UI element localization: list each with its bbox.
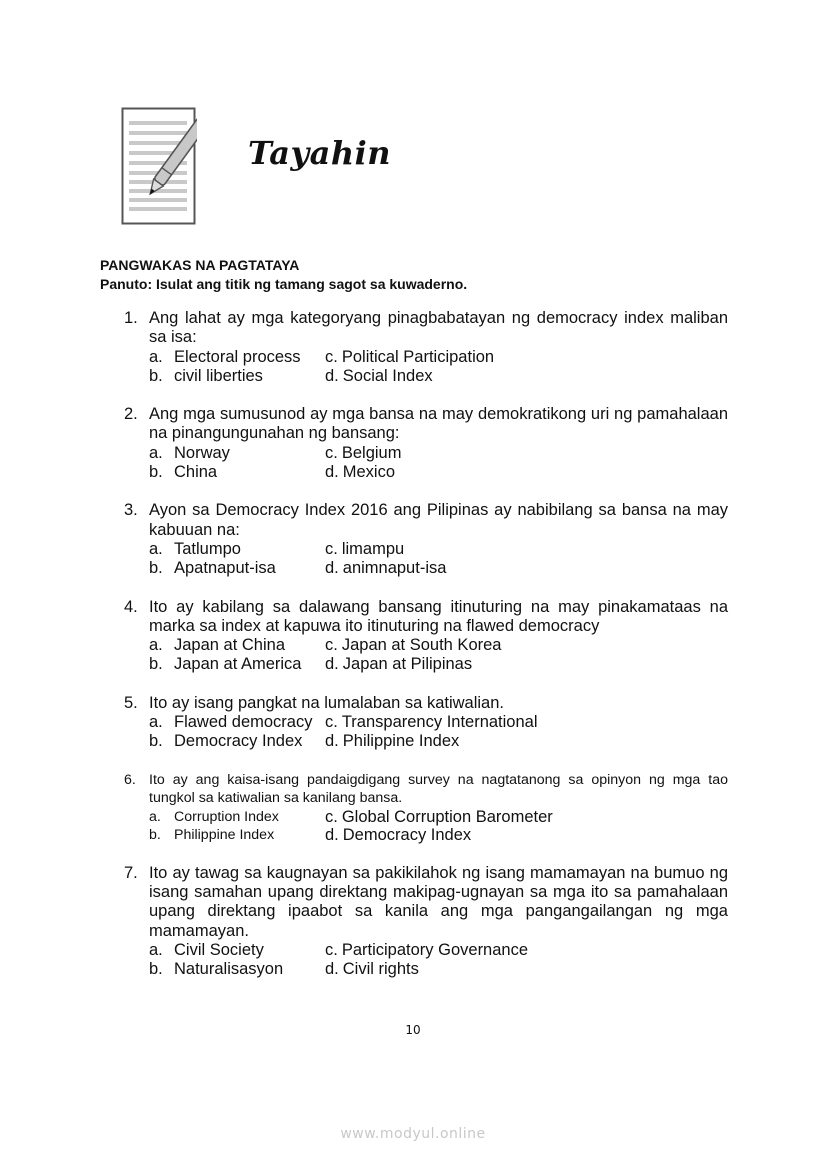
option-c: c. Belgium (325, 443, 402, 462)
answer-options (149, 808, 728, 845)
question-item (124, 864, 728, 980)
option-b: b. China (149, 463, 218, 482)
question-number: 6. (124, 771, 136, 788)
section-heading: PANGWAKAS NA PAGTATAYA (100, 257, 300, 273)
answer-options (149, 540, 728, 579)
option-d: d. Social Index (325, 366, 433, 385)
option-c: c. Political Participation (325, 347, 495, 366)
question-number: 7. (124, 863, 138, 882)
answer-options (149, 636, 728, 675)
question-number: 4. (124, 597, 138, 616)
option-c: c. Transparency International (325, 713, 538, 732)
option-a: a. Civil Society (149, 940, 264, 959)
option-d: d. Civil rights (325, 960, 419, 979)
option-b: b. Naturalisasyon (149, 960, 284, 979)
question-text: Ito ay tawag sa kaugnayan sa pakikilahok ng isang mamamayan na bumuo ng isang samahan upang direktang makipag-ugnayan sa mga ito sa pamahalaan upang direktang ipaabot sa kanila ang mga pangangailangan ng mga mamamayan. (149, 863, 728, 940)
question-number: 1. (124, 309, 138, 327)
watermark: www.modyul.online (340, 1126, 486, 1142)
option-c: c. Participatory Governance (325, 940, 529, 959)
instructions: Panuto: Isulat ang titik ng tamang sagot sa kuwaderno. (100, 276, 468, 292)
question-item (124, 501, 728, 578)
paper-and-pencil-icon (121, 107, 197, 225)
answer-options (149, 713, 728, 752)
option-b: b. civil liberties (149, 366, 263, 385)
option-c: c. limampu (325, 539, 405, 558)
option-d: d. Philippine Index (325, 732, 460, 751)
option-b: b. Japan at America (149, 655, 302, 674)
question-item (124, 309, 728, 386)
option-d: d. Mexico (325, 463, 396, 482)
option-b: b. Philippine Index (149, 827, 275, 844)
question-number: 2. (124, 405, 138, 424)
option-d: d. Japan at Pilipinas (325, 655, 473, 674)
option-b: b. Democracy Index (149, 732, 303, 751)
section-header (100, 256, 467, 294)
option-a: a. Corruption Index (149, 808, 279, 825)
question-item (124, 771, 728, 845)
page-title: Tayahin (248, 134, 391, 172)
answer-options (149, 444, 728, 483)
answer-options (149, 348, 728, 387)
question-text: Ito ay ang kaisa-isang pandaigdigang survey na nagtatanong sa opinyon ng mga tao tungkol sa katiwalian sa kanilang bansa. (149, 771, 728, 807)
question-text: Ito ay kabilang sa dalawang bansang itinuturing na may pinakamataas na marka sa index at kapuwa ito itinuturing na flawed democracy (149, 597, 728, 635)
question-text: Ang mga sumusunod ay mga bansa na may demokratikong uri ng pamahalaan na pinangungunahan ng bansang: (149, 405, 728, 443)
option-a: a. Norway (149, 443, 230, 462)
option-c: c. Japan at South Korea (325, 636, 502, 655)
question-text: Ang lahat ay mga kategoryang pinagbabatayan ng democracy index maliban sa isa: (149, 309, 728, 347)
question-list (124, 309, 728, 998)
option-c: c. Global Corruption Barometer (325, 807, 553, 826)
question-item (124, 598, 728, 675)
option-d: d. animnaput-isa (325, 559, 447, 578)
page-number: 10 (405, 1023, 421, 1037)
option-a: a. Tatlumpo (149, 539, 241, 558)
question-item (124, 694, 728, 752)
question-text: Ito ay isang pangkat na lumalaban sa katiwalian. (149, 693, 504, 712)
question-number: 5. (124, 693, 138, 712)
option-a: a. Japan at China (149, 636, 285, 655)
option-b: b. Apatnaput-isa (149, 559, 276, 578)
option-a: a. Flawed democracy (149, 713, 313, 732)
option-d: d. Democracy Index (325, 826, 472, 845)
question-item (124, 405, 728, 482)
question-number: 3. (124, 501, 138, 520)
option-a: a. Electoral process (149, 347, 301, 366)
question-text: Ayon sa Democracy Index 2016 ang Pilipinas ay nabibilang sa bansa na may kabuuan na: (149, 501, 728, 539)
answer-options (149, 941, 728, 980)
